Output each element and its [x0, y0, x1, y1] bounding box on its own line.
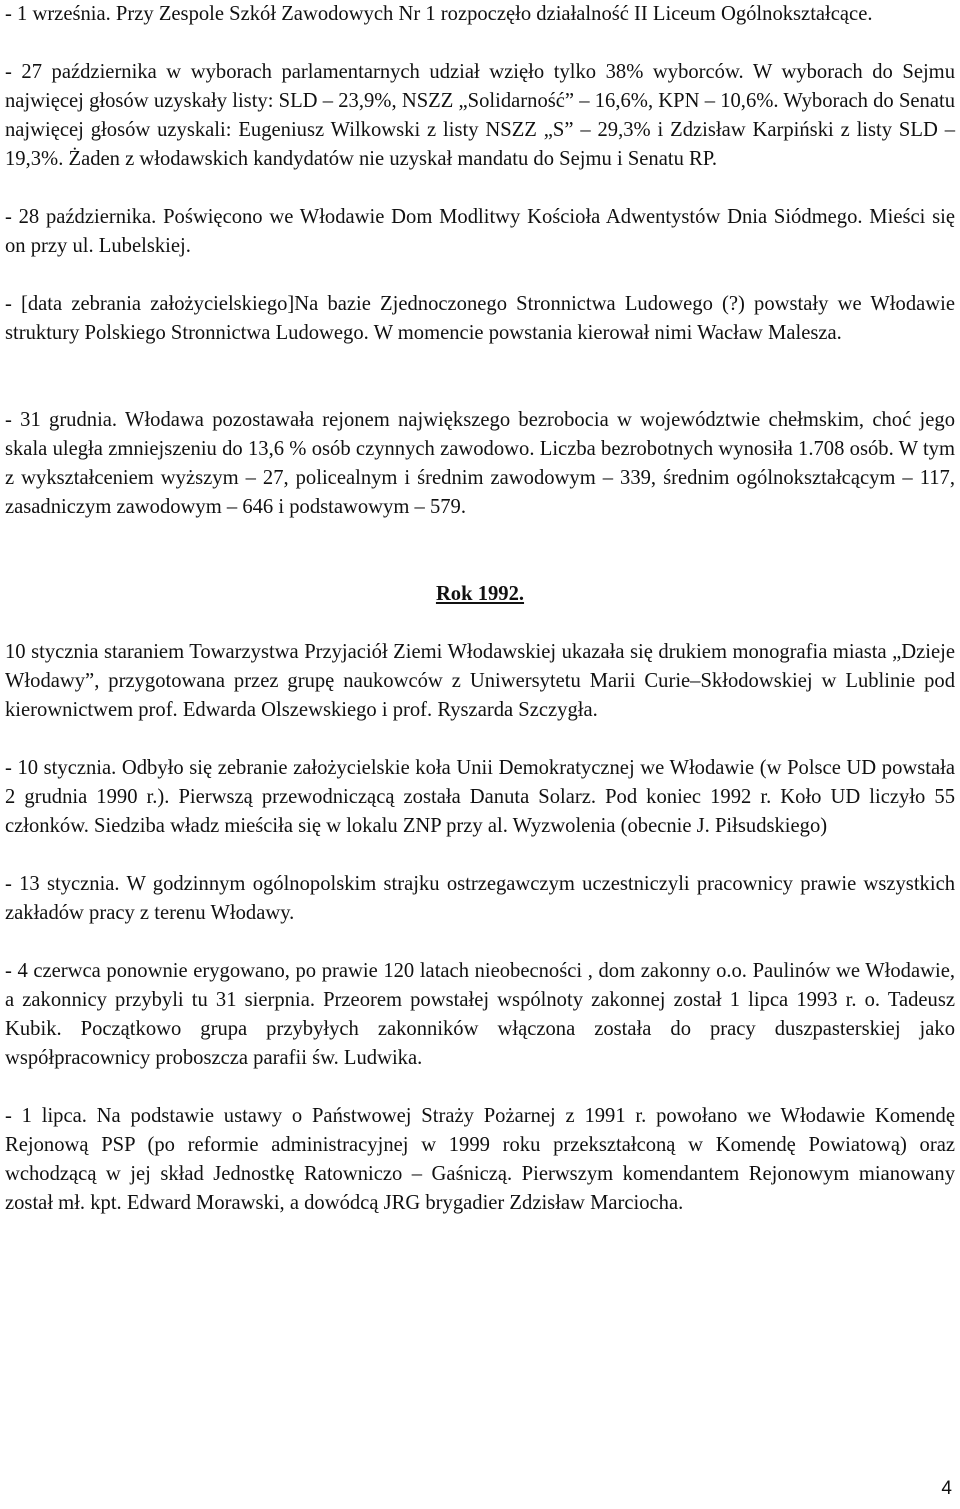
page-number: 4: [941, 1478, 952, 1499]
paragraph-jul-1: - 1 lipca. Na podstawie ustawy o Państwowej Straży Pożarnej z 1991 r. powołano we Włodawie Komendę Rejonową PSP (po reformie administracyjnej w 1999 roku przekształconą w Komendę Powiatową) oraz wchodzącą w jej skład Jednostkę Ratowniczo – Gaśniczą. Pierwszym komendantem Rejonowym mianowany został mł. kpt. Edward Morawski, a dowódcą JRG brygadier Zdzisław Marciocha.: [5, 1105, 955, 1214]
paragraph-jan-10-monograph: 10 stycznia staraniem Towarzystwa Przyjaciół Ziemi Włodawskiej ukazała się drukiem monografia miasta „Dzieje Włodawy”, przygotowana przez grupę naukowców z Uniwersytetu Marii Curie–Skłodowskiej w Lublinie pod kierownictwem prof. Edwarda Olszewskiego i prof. Ryszarda Szczygła.: [5, 641, 955, 721]
paragraph-jun-4: - 4 czerwca ponownie erygowano, po prawie 120 latach nieobecności , dom zakonny o.o. Paulinów we Włodawie, a zakonnicy przybyli tu 31 sierpnia. Przeorem powstałej wspólnoty zakonnej został 1 lipca 1993 r. o. Tadeusz Kubik. Początkowo grupa przybyłych zakonników włączona została do pracy duszpasterskiej jako współpracownicy proboszcza parafii św. Ludwika.: [5, 960, 955, 1069]
paragraph-oct-28: - 28 października. Poświęcono we Włodawie Dom Modlitwy Kościoła Adwentystów Dnia Siódmego. Mieści się on przy ul. Lubelskiej.: [5, 206, 955, 257]
paragraph-jan-13: - 13 stycznia. W godzinnym ogólnopolskim strajku ostrzegawczym uczestniczyli pracownicy prawie wszystkich zakładów pracy z terenu Włodawy.: [5, 873, 955, 924]
year-heading: Rok 1992.: [435, 583, 525, 605]
paragraph-dec-31: - 31 grudnia. Włodawa pozostawała rejonem największego bezrobocia w województwie chełmskim, choć jego skala uległa zmniejszeniu do 13,6 % osób czynnych zawodowo. Liczba bezrobotnych wynosiła 1.708 osób. W tym z wykształceniem wyższym – 27, policealnym i średnim zawodowym – 339, średnim ogólnokształcącym – 117, zasadniczym zawodowym – 646 i podstawowym – 579.: [5, 409, 955, 518]
paragraph-oct-27: - 27 października w wyborach parlamentarnych udział wzięło tylko 38% wyborców. W wyborach do Sejmu najwięcej głosów uzyskały listy: SLD – 23,9%, NSZZ „Solidarność” – 16,6%, KPN – 10,6%. Wyborach do Senatu najwięcej głosów uzyskali: Eugeniusz Wilkowski z listy NSZZ „S” – 29,3% i Zdzisław Karpiński z listy SLD – 19,3%. Żaden z włodawskich kandydatów nie uzyskał mandatu do Sejmu i Senatu RP.: [5, 61, 955, 170]
paragraph-sept-1: - 1 września. Przy Zespole Szkół Zawodowych Nr 1 rozpoczęło działalność II Liceum Ogólnokształcące.: [5, 3, 873, 25]
document-page: [5, 0, 955, 1218]
paragraph-psl: - [data zebrania założycielskiego]Na bazie Zjednoczonego Stronnictwa Ludowego (?) powstały we Włodawie struktury Polskiego Stronnictwa Ludowego. W momencie powstania kierował nimi Wacław Malesza.: [5, 293, 955, 344]
paragraph-jan-10-ud: - 10 stycznia. Odbyło się zebranie założycielskie koła Unii Demokratycznej we Włodawie (w Polsce UD powstała 2 grudnia 1990 r.). Pierwszą przewodniczącą została Danuta Solarz. Pod koniec 1992 r. Koło UD liczyło 55 członków. Siedziba władz mieściła się w lokalu ZNP przy al. Wyzwolenia (obecnie J. Piłsudskiego): [5, 757, 955, 837]
